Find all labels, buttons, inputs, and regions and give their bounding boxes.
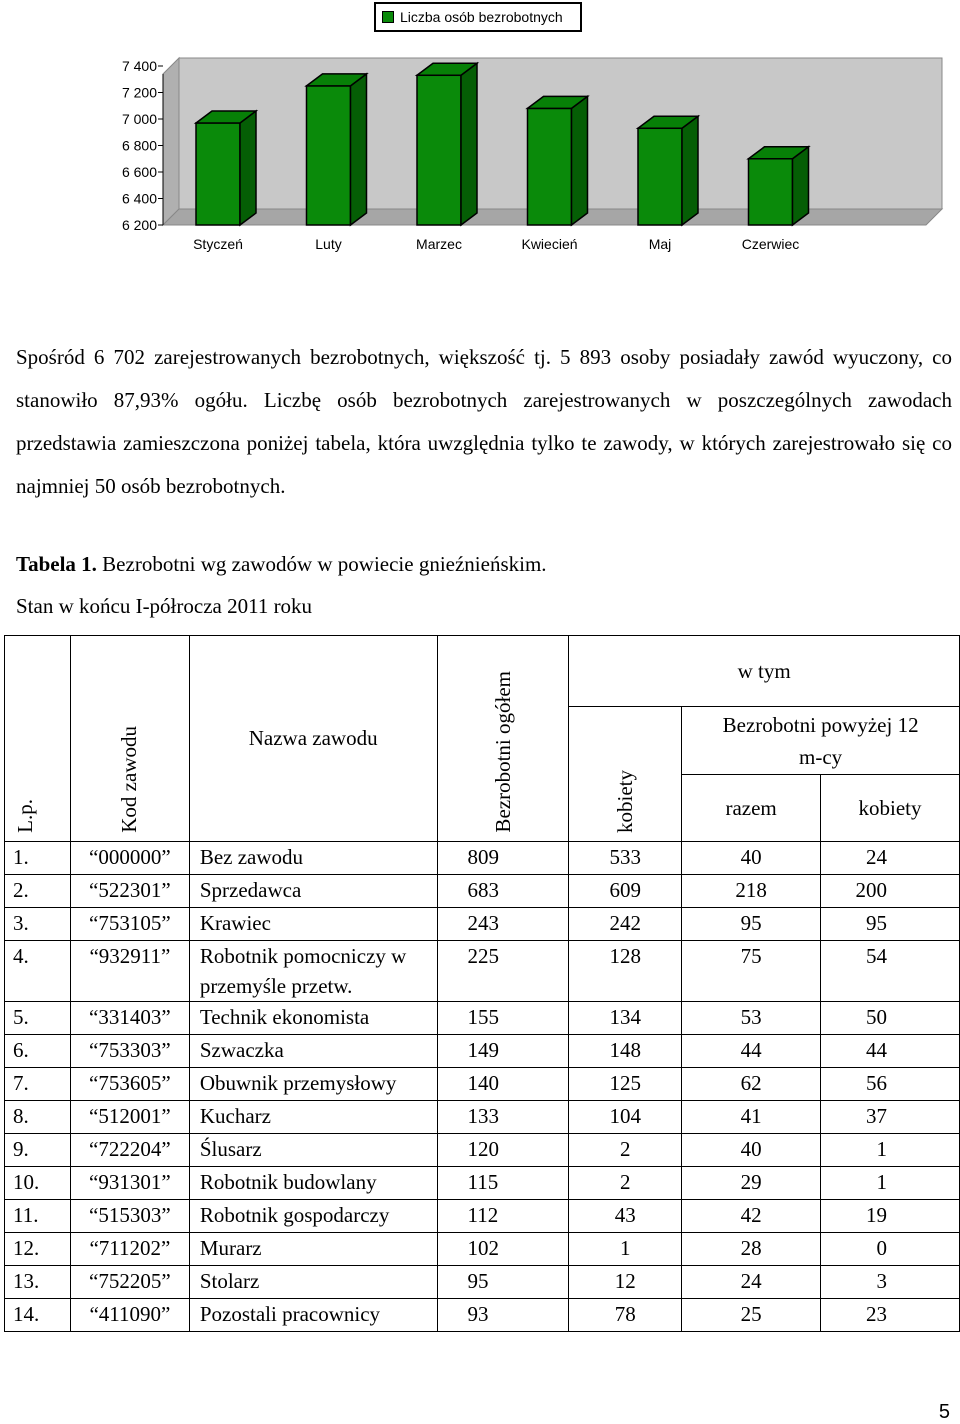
table-cell: 1 (821, 1167, 960, 1200)
x-tick-label: Styczeń (193, 236, 243, 252)
y-tick-label: 6 600 (121, 164, 157, 180)
table-cell: Krawiec (189, 908, 437, 941)
table-cell: 5. (5, 1002, 71, 1035)
table-cell: 24 (682, 1266, 821, 1299)
caption-title: Bezrobotni wg zawodów w powiecie gnieźnieńskim. (102, 552, 547, 576)
header-kobiety2: kobiety (821, 775, 960, 842)
header-ogolem: Bezrobotni ogółem (437, 636, 569, 842)
bar (638, 128, 682, 225)
table-cell: 6. (5, 1035, 71, 1068)
x-tick-label: Kwiecień (521, 236, 578, 252)
y-tick-label: 7 400 (121, 58, 157, 74)
bar-chart (0, 40, 960, 280)
table-cell: 95 (437, 1266, 569, 1299)
table-cell: Robotnik gospodarczy (189, 1200, 437, 1233)
chart-side-wall (163, 58, 179, 225)
table-cell: 10. (5, 1167, 71, 1200)
table-cell: 8. (5, 1101, 71, 1134)
table-cell: Stolarz (189, 1266, 437, 1299)
table-cell: 9. (5, 1134, 71, 1167)
table-cell: 12. (5, 1233, 71, 1266)
table-cell: 95 (682, 908, 821, 941)
y-tick-label: 6 400 (121, 190, 157, 207)
table-cell: 28 (682, 1233, 821, 1266)
table-cell: 78 (569, 1299, 682, 1332)
bar (749, 159, 793, 225)
table-cell: Bez zawodu (189, 842, 437, 875)
table-cell: 44 (682, 1035, 821, 1068)
table-cell: 148 (569, 1035, 682, 1068)
table-cell: 0 (821, 1233, 960, 1266)
table-cell: 24 (821, 842, 960, 875)
table-cell: 54 (821, 941, 960, 1002)
table-cell: 102 (437, 1233, 569, 1266)
table-row (5, 1035, 960, 1068)
table-cell: 25 (682, 1299, 821, 1332)
header-razem: razem (682, 775, 821, 842)
legend-swatch (382, 11, 394, 23)
table-cell: “752205” (70, 1266, 189, 1299)
bar (528, 108, 572, 225)
table-cell: 23 (821, 1299, 960, 1332)
table-row (5, 875, 960, 908)
table-cell: Robotnik pomocniczy w przemyśle przetw. (189, 941, 437, 1002)
table-cell: 41 (682, 1101, 821, 1134)
x-tick-label: Czerwiec (741, 236, 800, 252)
table-cell: “522301” (70, 875, 189, 908)
table-cell: “931301” (70, 1167, 189, 1200)
table-cell: 3. (5, 908, 71, 941)
table-cell: 133 (437, 1101, 569, 1134)
y-tick-label: 7 200 (121, 84, 157, 101)
table-cell: 12 (569, 1266, 682, 1299)
table-cell: 2 (569, 1134, 682, 1167)
table-cell: Robotnik budowlany (189, 1167, 437, 1200)
table-cell: “753605” (70, 1068, 189, 1101)
table-cell: Kucharz (189, 1101, 437, 1134)
header-powyzej: Bezrobotni powyżej 12 m-cy (682, 707, 960, 775)
y-tick-label: 6 800 (121, 137, 157, 154)
table-cell: 43 (569, 1200, 682, 1233)
table-cell: 1 (569, 1233, 682, 1266)
table-row (5, 908, 960, 941)
table-cell: 40 (682, 842, 821, 875)
table-cell: 37 (821, 1101, 960, 1134)
bar-side (793, 147, 809, 225)
table-row (5, 1101, 960, 1134)
page-number: 5 (938, 1401, 950, 1423)
table-cell: 95 (821, 908, 960, 941)
table-cell: 104 (569, 1101, 682, 1134)
table-cell: 128 (569, 941, 682, 1002)
x-tick-label: Luty (315, 236, 342, 252)
table-cell: 242 (569, 908, 682, 941)
table-cell: 40 (682, 1134, 821, 1167)
table-cell: 75 (682, 941, 821, 1002)
intro-paragraph: Spośród 6 702 zarejestrowanych bezrobotnych, większość tj. 5 893 osoby posiadały zawód wyuczony, co stanowiło 87,93% ogółu. Liczbę osób bezrobotnych zarejestrowanych w poszczególnych zawodach przedstawia zamieszczona poniżej tabela, która uwzględnia tylko te zawody, w których zarejestrowało się co najmniej 50 osób bezrobotnych. (16, 345, 952, 498)
table-cell: Ślusarz (189, 1134, 437, 1167)
header-kobiety: kobiety (569, 707, 682, 842)
table-cell: Murarz (189, 1233, 437, 1266)
table-cell: 29 (682, 1167, 821, 1200)
bar-side (351, 74, 367, 225)
table-row (5, 842, 960, 875)
x-tick-label: Marzec (416, 236, 462, 252)
table-cell: 609 (569, 875, 682, 908)
table-row (5, 941, 960, 1002)
table-cell: “411090” (70, 1299, 189, 1332)
table-cell: “932911” (70, 941, 189, 1002)
bar-side (682, 116, 698, 225)
table-row (5, 1134, 960, 1167)
caption-label: Tabela 1. (16, 552, 97, 576)
table-cell: 44 (821, 1035, 960, 1068)
table-cell: 120 (437, 1134, 569, 1167)
table-cell: 2. (5, 875, 71, 908)
table-caption (16, 543, 952, 627)
occupations-table (4, 635, 960, 1332)
table-cell: 809 (437, 842, 569, 875)
table-cell: 56 (821, 1068, 960, 1101)
table-cell: “753105” (70, 908, 189, 941)
table-cell: 243 (437, 908, 569, 941)
table-cell: Technik ekonomista (189, 1002, 437, 1035)
table-cell: “722204” (70, 1134, 189, 1167)
table-cell: 112 (437, 1200, 569, 1233)
table-cell: “000000” (70, 842, 189, 875)
table-cell: 149 (437, 1035, 569, 1068)
table-body (5, 842, 960, 1332)
y-tick-label: 7 000 (121, 111, 157, 127)
y-tick-label: 6 200 (121, 217, 157, 233)
header-w-tym: w tym (569, 636, 960, 707)
table-row (5, 1200, 960, 1233)
table-cell: 115 (437, 1167, 569, 1200)
header-kod: Kod zawodu (70, 636, 189, 842)
table-row (5, 1002, 960, 1035)
table-cell: 42 (682, 1200, 821, 1233)
table-cell: Szwaczka (189, 1035, 437, 1068)
table-cell: 200 (821, 875, 960, 908)
bar (417, 75, 461, 225)
table-cell: 50 (821, 1002, 960, 1035)
bar (196, 123, 240, 225)
table-cell: “512001” (70, 1101, 189, 1134)
table-cell: 14. (5, 1299, 71, 1332)
table-cell: 93 (437, 1299, 569, 1332)
header-lp: L.p. (5, 636, 71, 842)
table-cell: 683 (437, 875, 569, 908)
table-cell: “711202” (70, 1233, 189, 1266)
table-row (5, 1167, 960, 1200)
table-cell: 225 (437, 941, 569, 1002)
chart-legend (374, 2, 582, 32)
table-cell: “331403” (70, 1002, 189, 1035)
table-cell: “515303” (70, 1200, 189, 1233)
table-cell: Obuwnik przemysłowy (189, 1068, 437, 1101)
bar-side (461, 63, 477, 225)
table-cell: 19 (821, 1200, 960, 1233)
table-cell: 4. (5, 941, 71, 1002)
table-cell: 11. (5, 1200, 71, 1233)
table-row (5, 1266, 960, 1299)
table-cell: 53 (682, 1002, 821, 1035)
table-cell: 62 (682, 1068, 821, 1101)
table-cell: Pozostali pracownicy (189, 1299, 437, 1332)
header-nazwa: Nazwa zawodu (189, 636, 437, 842)
table-cell: 155 (437, 1002, 569, 1035)
table-cell: 7. (5, 1068, 71, 1101)
table-cell: 13. (5, 1266, 71, 1299)
table-cell: 125 (569, 1068, 682, 1101)
table-cell: 2 (569, 1167, 682, 1200)
bar-side (240, 111, 256, 225)
table-row (5, 1299, 960, 1332)
bar-side (572, 96, 588, 225)
caption-subtitle: Stan w końcu I-półrocza 2011 roku (16, 594, 313, 618)
table-cell: 3 (821, 1266, 960, 1299)
table-cell: 1. (5, 842, 71, 875)
table-row (5, 1233, 960, 1266)
table-cell: 1 (821, 1134, 960, 1167)
table-cell: Sprzedawca (189, 875, 437, 908)
table-row (5, 1068, 960, 1101)
table-cell: 134 (569, 1002, 682, 1035)
bar (307, 86, 351, 225)
table-cell: 218 (682, 875, 821, 908)
table-cell: 533 (569, 842, 682, 875)
x-tick-label: Maj (648, 236, 672, 252)
table-cell: “753303” (70, 1035, 189, 1068)
table-cell: 140 (437, 1068, 569, 1101)
legend-label: Liczba osób bezrobotnych (400, 9, 563, 25)
